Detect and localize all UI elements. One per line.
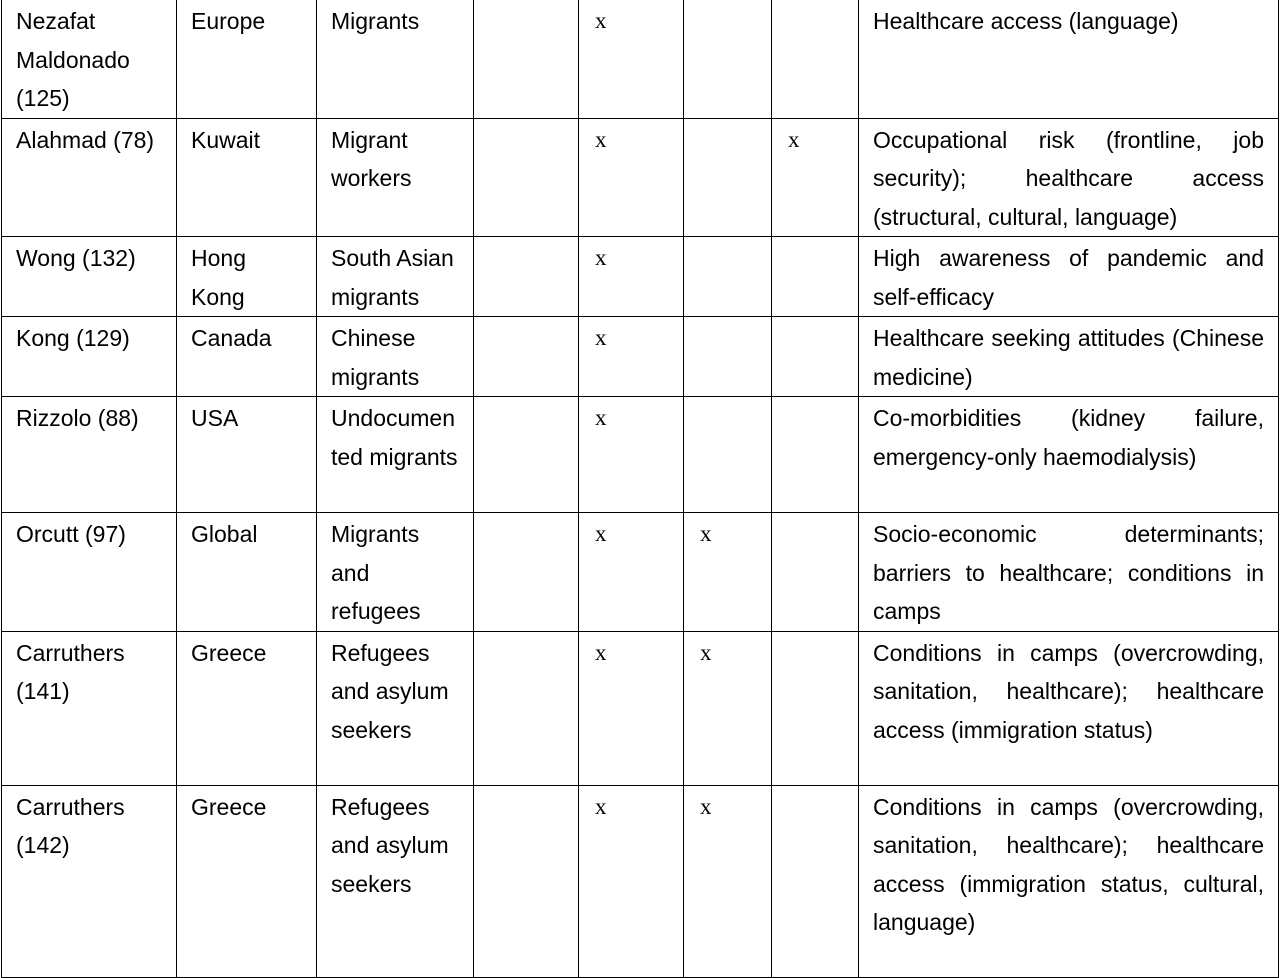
table-row	[2, 785, 1279, 977]
mark-cell: x	[579, 317, 684, 397]
table-row	[2, 631, 1279, 785]
location-cell: Hong Kong	[177, 237, 317, 317]
mark-cell	[772, 513, 859, 632]
table-row	[2, 397, 1279, 513]
location-cell: Greece	[177, 631, 317, 785]
author-cell: Carruthers (142)	[2, 785, 177, 977]
mark-cell	[474, 237, 579, 317]
location-cell: USA	[177, 397, 317, 513]
findings-cell: Healthcare access (language)	[859, 0, 1279, 118]
findings-cell: High awareness of pandemic and self-efficacy	[859, 237, 1279, 317]
mark-cell	[684, 317, 772, 397]
mark-cell	[684, 237, 772, 317]
population-cell: Refugees and asylum seekers	[317, 631, 474, 785]
mark-cell	[474, 0, 579, 118]
findings-cell: Conditions in camps (overcrowding, sanitation, healthcare); healthcare access (immigration status, cultural, language)	[859, 785, 1279, 977]
mark-cell	[474, 118, 579, 237]
mark-cell	[684, 118, 772, 237]
findings-cell: Socio-economic determinants; barriers to healthcare; conditions in camps	[859, 513, 1279, 632]
author-cell: Kong (129)	[2, 317, 177, 397]
table-row	[2, 513, 1279, 632]
location-cell: Canada	[177, 317, 317, 397]
population-cell: Migrant workers	[317, 118, 474, 237]
mark-cell: x	[684, 513, 772, 632]
location-cell: Europe	[177, 0, 317, 118]
population-cell: Refugees and asylum seekers	[317, 785, 474, 977]
table-row	[2, 118, 1279, 237]
table-row	[2, 0, 1279, 118]
mark-cell	[684, 0, 772, 118]
mark-cell	[474, 631, 579, 785]
author-cell: Nezafat Maldonado (125)	[2, 0, 177, 118]
mark-cell: x	[579, 397, 684, 513]
population-cell: South Asian migrants	[317, 237, 474, 317]
findings-cell: Healthcare seeking attitudes (Chinese medicine)	[859, 317, 1279, 397]
mark-cell	[772, 237, 859, 317]
mark-cell: x	[579, 785, 684, 977]
mark-cell	[772, 397, 859, 513]
author-cell: Rizzolo (88)	[2, 397, 177, 513]
findings-cell: Co-morbidities (kidney failure, emergency-only haemodialysis)	[859, 397, 1279, 513]
studies-table	[1, 0, 1279, 978]
author-cell: Orcutt (97)	[2, 513, 177, 632]
mark-cell	[474, 317, 579, 397]
population-cell: Chinese migrants	[317, 317, 474, 397]
findings-cell: Occupational risk (frontline, job security); healthcare access (structural, cultural, language)	[859, 118, 1279, 237]
mark-cell	[474, 397, 579, 513]
mark-cell	[772, 785, 859, 977]
table-row	[2, 237, 1279, 317]
author-cell: Alahmad (78)	[2, 118, 177, 237]
mark-cell: x	[579, 0, 684, 118]
mark-cell	[474, 513, 579, 632]
location-cell: Kuwait	[177, 118, 317, 237]
mark-cell: x	[684, 785, 772, 977]
mark-cell: x	[579, 118, 684, 237]
mark-cell	[474, 785, 579, 977]
table-row	[2, 317, 1279, 397]
population-cell: Migrants and refugees	[317, 513, 474, 632]
mark-cell: x	[579, 631, 684, 785]
mark-cell: x	[579, 237, 684, 317]
mark-cell: x	[772, 118, 859, 237]
mark-cell	[772, 317, 859, 397]
population-cell: Migrants	[317, 0, 474, 118]
location-cell: Greece	[177, 785, 317, 977]
findings-cell: Conditions in camps (overcrowding, sanitation, healthcare); healthcare access (immigration status)	[859, 631, 1279, 785]
location-cell: Global	[177, 513, 317, 632]
mark-cell: x	[579, 513, 684, 632]
mark-cell	[684, 397, 772, 513]
author-cell: Carruthers (141)	[2, 631, 177, 785]
author-cell: Wong (132)	[2, 237, 177, 317]
population-cell: Undocumented migrants	[317, 397, 474, 513]
mark-cell: x	[684, 631, 772, 785]
mark-cell	[772, 0, 859, 118]
mark-cell	[772, 631, 859, 785]
